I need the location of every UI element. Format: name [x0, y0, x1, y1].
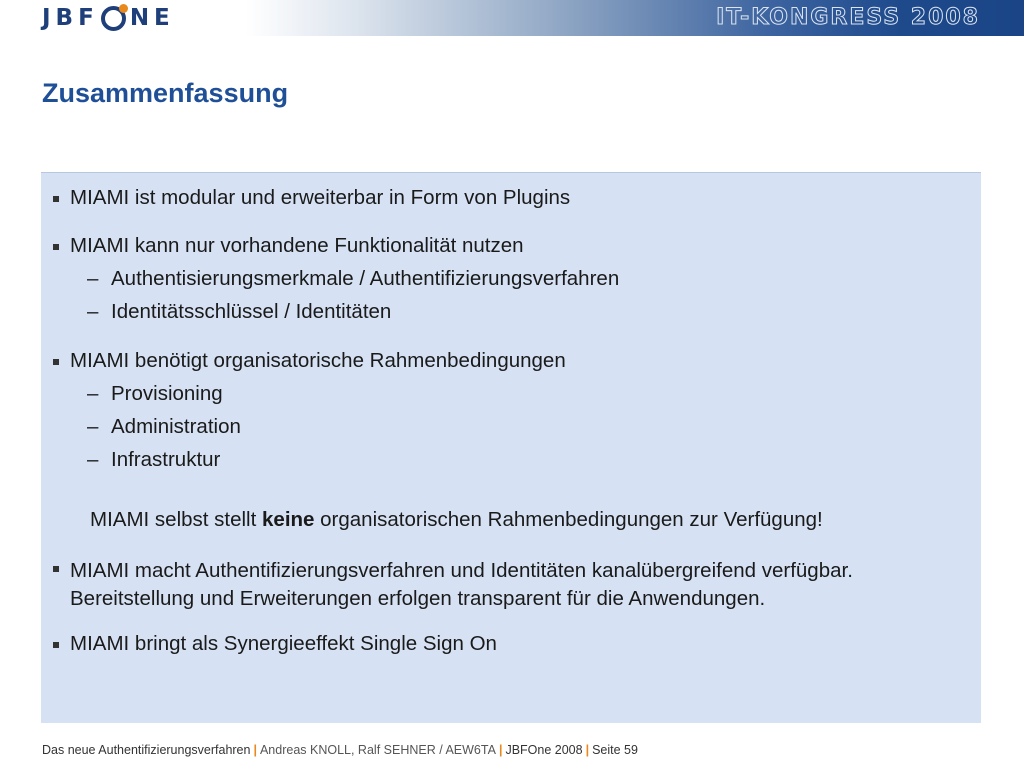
footer-separator: | — [585, 743, 590, 757]
footer-authors: Andreas KNOLL, Ralf SEHNER / AEW6TA — [259, 743, 496, 757]
square-bullet-icon — [53, 244, 59, 250]
square-bullet-icon — [53, 642, 59, 648]
logo-text-left: JBF — [42, 5, 99, 31]
sub-bullet-item — [87, 415, 241, 439]
footer-separator: | — [498, 743, 503, 757]
sub-bullet-text: Infrastruktur — [111, 448, 221, 471]
slide-title: Zusammenfassung — [42, 78, 289, 108]
square-bullet-icon — [53, 359, 59, 365]
sub-bullet-text: Provisioning — [111, 382, 223, 405]
square-bullet-icon — [53, 196, 59, 202]
sub-bullet-text: Identitätsschlüssel / Identitäten — [111, 300, 392, 323]
bullet-item — [70, 186, 570, 210]
bullet-item — [70, 632, 497, 656]
bullet-item — [70, 557, 853, 613]
footer — [42, 743, 638, 757]
sub-bullet-item — [87, 267, 620, 291]
note-text — [90, 508, 823, 532]
event-title: IT-KONGRESS 2008 — [716, 5, 980, 30]
dash-bullet-icon: – — [87, 300, 99, 323]
sub-bullet-item — [87, 300, 392, 324]
footer-separator: | — [253, 743, 257, 757]
dash-bullet-icon: – — [87, 415, 99, 438]
note-text-after: organisatorischen Rahmenbedingungen zur Verfügung! — [314, 508, 823, 531]
logo-text-right: NE — [129, 5, 175, 31]
bullet-text-line-2: Bereitstellung und Erweiterungen erfolgen transparent für die Anwendungen. — [70, 587, 766, 610]
content-box — [41, 172, 981, 723]
square-bullet-icon — [53, 566, 59, 572]
bullet-item — [70, 234, 524, 258]
bullet-text-line-1: MIAMI macht Authentifizierungsverfahren und Identitäten kanalübergreifend verfügbar. — [70, 559, 853, 582]
footer-event: JBFOne 2008 — [505, 743, 583, 757]
bullet-text: MIAMI benötigt organisatorische Rahmenbedingungen — [70, 349, 566, 372]
sub-bullet-item — [87, 382, 223, 406]
dash-bullet-icon: – — [87, 382, 99, 405]
footer-topic: Das neue Authentifizierungsverfahren — [42, 743, 251, 757]
jbfone-logo — [42, 4, 175, 32]
dash-bullet-icon: – — [87, 448, 99, 471]
logo-ring-icon — [101, 6, 126, 31]
bullet-text: MIAMI ist modular und erweiterbar in Form von Plugins — [70, 186, 571, 209]
bullet-item — [70, 349, 566, 373]
footer-page: Seite 59 — [592, 743, 638, 757]
dash-bullet-icon: – — [87, 267, 99, 290]
sub-bullet-text: Administration — [111, 415, 241, 438]
bullet-text: MIAMI bringt als Synergieeffekt Single Sign On — [70, 632, 497, 655]
sub-bullet-item — [87, 448, 221, 472]
bullet-text: MIAMI kann nur vorhandene Funktionalität nutzen — [70, 234, 524, 257]
sub-bullet-text: Authentisierungsmerkmale / Authentifizierungsverfahren — [111, 267, 620, 290]
note-text-before: MIAMI selbst stellt — [90, 508, 263, 531]
note-text-bold: keine — [262, 508, 315, 531]
